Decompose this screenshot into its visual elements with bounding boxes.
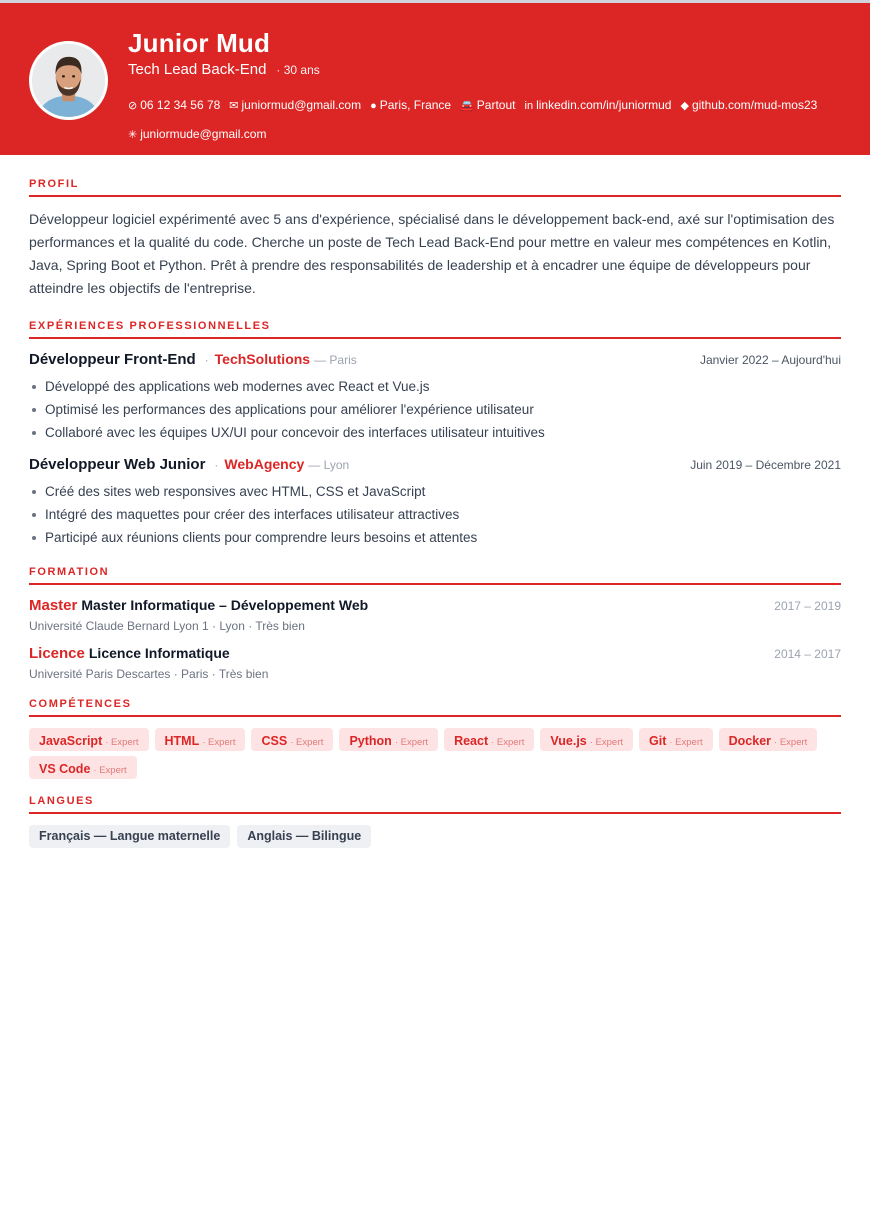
skill-name: Vue.js: [550, 734, 587, 748]
linkedin-icon: in: [524, 100, 534, 112]
skill-badge: [444, 728, 534, 751]
education-entry: [29, 645, 841, 681]
skill-name: Python: [349, 734, 392, 748]
phone-icon: ⊘: [128, 100, 138, 112]
candidate-name: Junior Mud: [128, 28, 271, 58]
job-heading: [29, 456, 349, 474]
job-bullets: [29, 375, 841, 444]
degree-name: Master Informatique – Développement Web: [81, 597, 369, 613]
contact-item: [128, 91, 220, 120]
language-list: [29, 825, 841, 848]
bullet-item: Intégré des maquettes pour créer des interfaces utilisateur attractives: [29, 503, 841, 526]
job-city: — Paris: [314, 353, 357, 367]
contact-item: [229, 91, 361, 120]
cv-body: [29, 155, 841, 848]
degree-name: Licence Informatique: [88, 645, 230, 661]
education-details: Université Claude Bernard Lyon 1 · Lyon · Très bien: [29, 619, 305, 633]
separator-dot: ·: [204, 353, 209, 367]
skill-level: · Expert: [290, 737, 324, 748]
job-bullets: [29, 480, 841, 549]
skill-level: · Expert: [105, 737, 139, 748]
education-details: Université Paris Descartes · Paris · Très bien: [29, 667, 269, 681]
skill-badge: [155, 728, 246, 751]
skill-level: · Expert: [202, 737, 236, 748]
skill-level: · Expert: [589, 737, 624, 748]
section-title-education: FORMATION: [29, 566, 841, 585]
skill-badge: [251, 728, 333, 751]
location-icon: ●: [370, 100, 377, 112]
section-title-experience: EXPÉRIENCES PROFESSIONNELLES: [29, 320, 841, 339]
job-header: [29, 456, 841, 476]
education-list: [29, 597, 841, 681]
degree-level: Licence: [29, 645, 85, 662]
avatar: [29, 41, 108, 120]
skill-name: CSS: [261, 734, 288, 748]
languages-section: [29, 795, 841, 848]
skill-name: VS Code: [39, 762, 91, 776]
skill-name: Docker: [728, 734, 772, 748]
github-icon: ◆: [680, 100, 689, 112]
separator-dot: ·: [214, 458, 219, 472]
skill-level: · Expert: [394, 737, 429, 748]
education-dates: 2017 – 2019: [774, 599, 841, 613]
company-name: WebAgency: [224, 456, 305, 472]
car-icon: 🚘: [460, 100, 474, 112]
contact-text: Paris, France: [379, 98, 452, 112]
contact-item: [460, 91, 515, 120]
education-heading: [29, 597, 368, 615]
education-dates: 2014 – 2017: [774, 647, 841, 661]
contact-list: [128, 91, 848, 149]
contact-text: Partout: [476, 98, 516, 112]
skill-badge: [29, 756, 137, 779]
asterisk-icon: ✳: [128, 129, 138, 141]
profile-photo: [32, 44, 105, 117]
job-city: — Lyon: [308, 458, 350, 472]
skill-level: · Expert: [93, 765, 127, 776]
bullet-item: Collaboré avec les équipes UX/UI pour concevoir des interfaces utilisateur intuitives: [29, 421, 841, 444]
job-role: Développeur Web Junior: [29, 456, 206, 473]
education-header: [29, 645, 841, 663]
skill-level: · Expert: [774, 737, 808, 748]
contact-item: [680, 91, 817, 120]
contact-text: juniormude@gmail.com: [140, 127, 267, 141]
skill-badge: [639, 728, 713, 751]
section-title-skills: COMPÉTENCES: [29, 698, 841, 717]
skill-badge: [719, 728, 818, 751]
bullet-item: Participé aux réunions clients pour comprendre leurs besoins et attentes: [29, 526, 841, 549]
job-title-line: [128, 61, 320, 78]
skills-section: [29, 698, 841, 779]
experience-section: [29, 320, 841, 549]
bullet-item: Optimisé les performances des applications pour améliorer l'expérience utilisateur: [29, 398, 841, 421]
age: · 30 ans: [276, 63, 320, 77]
job-header: [29, 351, 841, 371]
skill-level: · Expert: [669, 737, 703, 748]
contact-text: linkedin.com/in/juniormud: [536, 98, 672, 112]
job-list: [29, 351, 841, 549]
contact-text: 06 12 34 56 78: [140, 98, 221, 112]
section-title-profile: PROFIL: [29, 178, 841, 197]
section-title-languages: LANGUES: [29, 795, 841, 814]
job-dates: Janvier 2022 – Aujourd'hui: [699, 353, 841, 367]
bullet-item: Créé des sites web responsives avec HTML, CSS et JavaScript: [29, 480, 841, 503]
skill-level: · Expert: [491, 737, 525, 748]
education-header: [29, 597, 841, 615]
contact-item: [370, 91, 451, 120]
contact-item: [525, 91, 672, 120]
education-entry: [29, 597, 841, 633]
education-heading: [29, 645, 230, 663]
job-heading: [29, 351, 357, 369]
profile-text: Développeur logiciel expérimenté avec 5 ans d'expérience, spécialisé dans le développement back-end, axé sur l'optimisation des performances et la qualité du code. Cherche un poste de Tech Lead Back-End pour mettre en valeur mes compétences en Kotlin, Java, Spring Boot et Python. Prêt à prendre des responsabilités de leadership et à encadrer une équipe de développeurs pour atteindre les objectifs de l'entreprise.: [29, 211, 835, 296]
contact-item: [128, 120, 266, 149]
job-title: Tech Lead Back-End: [128, 61, 267, 78]
company-name: TechSolutions: [214, 351, 311, 367]
contact-text: github.com/mud-mos23: [691, 98, 818, 112]
skill-list: [29, 728, 841, 779]
job-role: Développeur Front-End: [29, 351, 196, 368]
cv-header: [0, 3, 870, 155]
skill-name: React: [454, 734, 489, 748]
language-badge: Anglais — Bilingue: [237, 825, 371, 848]
skill-name: Git: [649, 734, 667, 748]
contact-text: juniormud@gmail.com: [241, 98, 362, 112]
skill-badge: [339, 728, 438, 751]
skill-badge: [29, 728, 149, 751]
bullet-item: Développé des applications web modernes avec React et Vue.js: [29, 375, 841, 398]
skill-name: HTML: [164, 734, 200, 748]
job-dates: Juin 2019 – Décembre 2021: [690, 458, 841, 472]
mail-icon: ✉: [229, 100, 239, 112]
language-badge: Français — Langue maternelle: [29, 825, 230, 848]
job-entry: [29, 351, 841, 444]
education-section: [29, 566, 841, 681]
skill-name: JavaScript: [39, 734, 103, 748]
degree-level: Master: [29, 597, 78, 614]
skill-badge: [540, 728, 633, 751]
job-entry: [29, 456, 841, 549]
profile-section: [29, 178, 841, 300]
